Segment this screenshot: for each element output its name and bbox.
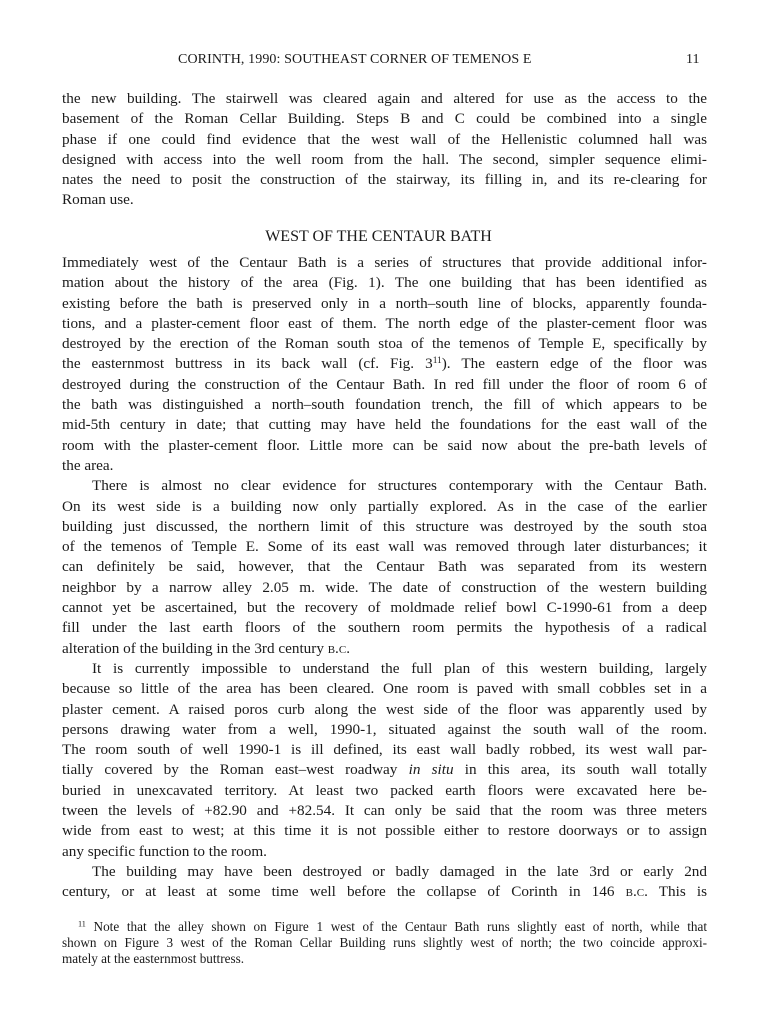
text-line: On its west side is a building now only partially explored. As in the case of the earlier: [62, 497, 707, 515]
text-line: wide from east to west; at this time it is not possible either to restore doorways or to assign: [62, 822, 707, 840]
text-line: There is almost no clear evidence for structures contemporary with the Centaur Bath.: [92, 477, 707, 495]
section-heading: WEST OF THE CENTAUR BATH: [265, 228, 492, 245]
text-run: ). The eastern edge of the floor was: [441, 355, 708, 373]
text-line: The building may have been destroyed or badly damaged in the late 3rd or early 2nd: [92, 862, 707, 880]
text-line: tween the levels of +82.90 and +82.54. It can only be said that the room was three meters: [62, 802, 707, 820]
text-line: room with the plaster-cement floor. Little more can be said now about the pre-bath levels of: [62, 436, 707, 454]
running-head: [0, 51, 757, 69]
text-line: neighbor by a narrow alley 2.05 m. wide. The date of construction of the western building: [62, 578, 707, 596]
text-line: buried in unexcavated territory. At least two packed earth floors were excavated here be-: [62, 781, 707, 799]
italic-text: in situ: [408, 761, 454, 779]
footnotes: [62, 919, 707, 967]
paragraph: [62, 862, 707, 903]
text-line: of the temenos of Temple E. Some of its east wall was removed through later disturbances; it: [62, 538, 707, 556]
text-run: tially covered by the Roman east–west roadway: [62, 761, 409, 779]
paragraph: [62, 659, 707, 862]
text-line: destroyed during the construction of the Centaur Bath. In red fill under the floor of room 6 of: [62, 375, 707, 393]
text-run: alteration of the building in the 3rd century: [62, 639, 328, 657]
text-line: Roman use.: [62, 191, 134, 209]
text-line: Immediately west of the Centaur Bath is a series of structures that provide additional infor-: [62, 254, 707, 271]
small-caps-text: b.c.: [625, 883, 648, 901]
text-run: This is: [647, 883, 707, 901]
text-run: Note that the alley shown on Figure 1 west of the Centaur Bath runs slightly east of north, while that: [85, 919, 707, 934]
footnote-ref: 11: [432, 356, 442, 367]
text-line: basement of the Roman Cellar Building. Steps B and C could be combined into a single: [62, 110, 707, 128]
intro-paragraph: [62, 89, 707, 211]
text-line: building just discussed, the northern limit of this structure was destroyed by the south stoa: [62, 517, 707, 535]
text-line: [62, 882, 707, 902]
running-title: CORINTH, 1990: SOUTHEAST CORNER OF TEMENOS E: [178, 52, 532, 67]
text-line: destroyed by the erection of the Roman south stoa of the temenos of Temple E, specifically by: [62, 335, 707, 353]
text-line: nates the need to posit the construction of the stairway, its filling in, and its re-clearing for: [62, 171, 707, 189]
text-line: the bath was distinguished a north–south foundation trench, the fill of which appears to be: [62, 396, 707, 414]
text-line: The room south of well 1990-1 is ill defined, its east wall badly robbed, its west wall par-: [62, 741, 707, 759]
text-line: It is currently impossible to understand the full plan of this western building, largely: [92, 659, 707, 677]
text-line: can definitely be said, however, that the Centaur Bath was separated from its western: [62, 558, 707, 576]
paragraph: [62, 89, 707, 211]
text-line: mation about the history of the area (Fig. 1). The one building that has been identified as: [62, 274, 707, 292]
text-line: [62, 919, 707, 935]
page-number: 11: [686, 52, 700, 67]
text-line: cannot yet be ascertained, but the recovery of moldmade relief bowl C-1990-61 from a deep: [62, 599, 707, 617]
text-line: plaster cement. A raised poros curb along the west side of the floor was apparently used by: [62, 700, 707, 718]
text-line: persons drawing water from a well, 1990-1, situated against the south wall of the room.: [62, 720, 707, 738]
text-run: the easternmost buttress in its back wall (cf. Fig. 3: [62, 355, 433, 373]
text-line: [62, 760, 707, 780]
text-line: any specific function to the room.: [62, 842, 267, 860]
text-line: because so little of the area has been cleared. One room is paved with small cobbles set in a: [62, 680, 707, 698]
text-line: [62, 354, 707, 374]
small-caps-text: b.c.: [327, 639, 350, 657]
body-text: [62, 253, 707, 903]
paragraph: [62, 253, 707, 476]
text-line: tions, and a plaster-cement floor east of them. The north edge of the plaster-cement floor was: [62, 314, 707, 332]
footnote-ref: 11: [78, 919, 86, 929]
footnote: [62, 919, 707, 967]
text-run: century, or at least at some time well before the collapse of Corinth in 146: [62, 883, 626, 901]
text-line: existing before the bath is preserved only in a north–south line of blocks, apparently founda-: [62, 294, 707, 312]
text-line: fill under the last earth floors of the southern room permits the hypothesis of a radical: [62, 619, 707, 637]
text-line: the area.: [62, 456, 114, 474]
text-line: [62, 639, 707, 659]
text-line: shown on Figure 3 west of the Roman Cellar Building runs slightly west of north; the two coincide approxi-: [62, 935, 707, 950]
text-line: mately at the easternmost buttress.: [62, 951, 245, 966]
text-line: phase if one could find evidence that the west wall of the Hellenistic columned hall was: [62, 130, 707, 148]
paragraph: [62, 476, 707, 659]
text-line: designed with access into the well room from the hall. The second, simpler sequence elimi-: [62, 150, 707, 168]
text-line: the new building. The stairwell was cleared again and altered for use as the access to the: [62, 90, 707, 107]
text-line: mid-5th century in date; that cutting may have held the foundations for the east wall of the: [62, 416, 707, 434]
text-run: in this area, its south wall totally: [453, 761, 707, 779]
